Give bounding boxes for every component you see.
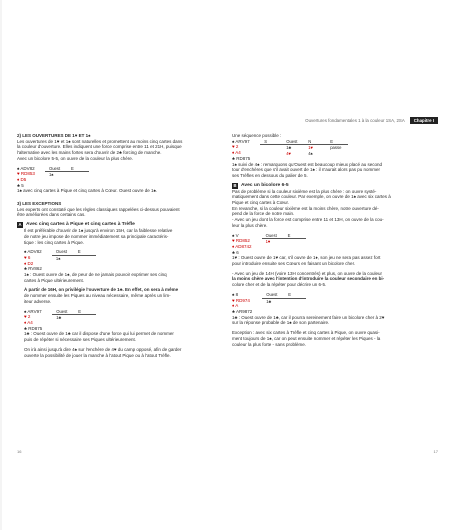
sb-line-3: Pique et cinq cartes à Cœur. bbox=[232, 200, 290, 206]
sequence-title: Une séquence possible : bbox=[232, 133, 282, 138]
subsection-b-badge: B bbox=[233, 182, 237, 188]
bid-header: Ouest bbox=[262, 233, 284, 239]
bid-cell bbox=[74, 255, 96, 261]
sb-line-4: En revanche, si la couleur sixième est la moins chère, notre ouverture dé- bbox=[232, 205, 379, 211]
right-column bbox=[232, 133, 438, 347]
bid-header: N bbox=[304, 139, 326, 145]
hand-suit-diamonds: ♦ A4 bbox=[24, 319, 33, 325]
hand-5-cards bbox=[232, 233, 252, 256]
sa-line-2: de notre jeu impose de nommer immédiatement sa principale caractéris- bbox=[24, 233, 169, 239]
bid-cell bbox=[284, 298, 306, 304]
bid-header: E bbox=[74, 249, 96, 255]
s2-line-2: la couleur d'ouverture. Elles indiquent une force comprise entre 11 et 21H, puisque bbox=[17, 144, 182, 150]
s3-line-2: être améliorées dans certains cas. bbox=[17, 212, 86, 218]
hand-suit-hearts: ♥ 2 bbox=[232, 144, 239, 150]
hand-suit-spades: ♠ ARV97 bbox=[232, 138, 250, 144]
end-line-2: ouverte la possibilité de jouer la manche à l'atout Pique ou à l'atout Trèfle. bbox=[24, 352, 171, 358]
hand-suit-diamonds: ♦ D2 bbox=[24, 260, 34, 266]
s3-line-1: Les experts ont constaté que les règles classiques rappelées ci-dessus pouvaient bbox=[17, 206, 180, 212]
hand-suit-diamonds: ♦ A bbox=[232, 303, 239, 309]
exception-line-2: ment toujours de 1♠, car on peut ensuite nommer et répéter les Piques - la bbox=[232, 335, 381, 341]
hand-suit-hearts: ♥ RD974 bbox=[232, 297, 250, 303]
hand-6-cards bbox=[232, 292, 252, 315]
bid-cell: 1♣ bbox=[286, 145, 292, 151]
hand-suit-clubs: ♣ RD875 bbox=[24, 325, 43, 331]
hand-5-line-1: 1♥ : Ouest ouvre de 1♥ car, s'il ouvre de 1♦, son jeu ne sera pas assez fort bbox=[232, 255, 381, 261]
page-gutter bbox=[0, 0, 2, 530]
bid-cell: 1♠ bbox=[48, 172, 54, 178]
page-number-right: 17 bbox=[433, 449, 438, 454]
hand-4-line-2: tour d'enchères que s'il avait ouvert de 1♠ : il n'aurait alors pas pu nommer bbox=[232, 167, 381, 173]
bid-cell bbox=[284, 239, 306, 245]
hand-suit-hearts: ♥ RD852 bbox=[232, 238, 250, 244]
hand-4-cards bbox=[232, 139, 250, 162]
running-title: Ouvertures fondamentales 1 à la couleur 1SA, 2SA bbox=[305, 118, 405, 123]
hand-suit-diamonds: ♦ A4 bbox=[232, 150, 241, 156]
hand-suit-clubs: ♣ RD875 bbox=[232, 155, 251, 161]
bid-header: E bbox=[67, 166, 89, 172]
hand-suit-clubs: ♣ RV862 bbox=[24, 266, 42, 272]
subsection-a-badge: A bbox=[18, 222, 22, 228]
page-number-left: 16 bbox=[17, 449, 22, 454]
left-column bbox=[17, 133, 223, 358]
bid-header: Ouest bbox=[45, 166, 67, 172]
bid-cell: 1♣ bbox=[266, 298, 272, 304]
sb-line-7: leur la plus chère. bbox=[232, 222, 268, 228]
sa-line-3: tique : les cinq cartes à Pique. bbox=[24, 239, 85, 245]
bid-cell bbox=[67, 172, 89, 178]
hand-4-line-3: ses Trèfles en dessous du palier de 5. bbox=[232, 172, 308, 178]
p16-line-2: de nommer ensuite les Piques au niveau nécessaire, même après un lim- bbox=[24, 293, 171, 299]
bid-header: S bbox=[260, 139, 282, 145]
h6-line-1: - Avec un jeu de 14H (voire 13H concentrés) et plus, on ouvre de la couleur bbox=[232, 270, 383, 276]
bid-cell bbox=[74, 315, 96, 321]
h6-line-2: la moins chère avec l'intention d'introduire la couleur secondaire en bi- bbox=[232, 276, 385, 282]
hand-3-cards bbox=[24, 309, 42, 332]
hand-suit-spades: ♠ ADV82 bbox=[17, 165, 35, 171]
bid-header: Ouest bbox=[282, 139, 304, 145]
bid-header: E bbox=[74, 309, 96, 315]
hand-3-line-1: 1♣ : Ouest ouvre de 1♣ car il dispose d'une force qui lui permet de nommer bbox=[24, 331, 174, 337]
bid-cell bbox=[260, 151, 282, 157]
bid-cell: 1♥ bbox=[308, 145, 314, 151]
running-header bbox=[305, 117, 438, 124]
end-line-1: On irà ainsi jusqu'à dire 4♠ sur l'enchère de 4♥ du camp opposé, afin de garder bbox=[24, 346, 182, 352]
section-3-title: 3) LES EXCEPTIONS bbox=[17, 201, 62, 207]
bid-header: E bbox=[284, 233, 306, 239]
hand-6-note-2: sur la réponse probable de 1♠ de son partenaire. bbox=[232, 320, 330, 326]
bid-cell: 1♣ bbox=[56, 315, 62, 321]
hand-4-line-1: 1♠ suivi de 4♠ : remarquons qu'Ouest est beaucoup mieux placé au second bbox=[232, 161, 382, 167]
subsection-b-title: Avec un bicolore 6-5 bbox=[241, 182, 289, 188]
bidding-table-3 bbox=[52, 309, 96, 321]
bid-header: E bbox=[326, 139, 348, 145]
bid-cell: 4♥ bbox=[286, 151, 292, 157]
bid-header: Ouest bbox=[262, 292, 284, 298]
bid-cell: passe bbox=[330, 145, 342, 151]
hand-3 bbox=[24, 309, 223, 332]
hand-suit-clubs: ♣ 6 bbox=[232, 249, 239, 255]
hand-2-line-1: 1♠ : Ouest ouvre de 1♠, de peur de ne jamais pouvoir exprimer ses cinq bbox=[24, 272, 167, 278]
bidding-table-6 bbox=[262, 292, 306, 304]
hand-suit-spades: ♠ ADV82 bbox=[24, 249, 42, 255]
hand-suit-spades: ♠ V bbox=[232, 232, 239, 238]
hand-suit-clubs: ♣ AR9872 bbox=[232, 308, 253, 314]
sb-line-2: matiquement dans cette couleur. Par exemple, on ouvre de 1♠ avec six cartes à bbox=[232, 194, 391, 200]
hand-6 bbox=[232, 292, 438, 315]
sb-line-1: Pas de problème si la couleur sixième est la plus chère : on ouvre systé- bbox=[232, 188, 377, 194]
hand-suit-hearts: ♥ RD853 bbox=[17, 171, 35, 177]
section-2-title: 2) LES OUVERTURES DE 1♥ ET 1♠ bbox=[17, 133, 91, 138]
bid-cell: 1♥ bbox=[265, 239, 271, 245]
bidding-table-4 bbox=[260, 139, 348, 157]
hand-6-note-1: 1♣ : Ouest ouvre de 1♣, car il pourra sereinement faire un bicolore cher à 2♥ bbox=[232, 314, 385, 320]
hand-2-line-2: cartes à Pique ultérieurement. bbox=[24, 277, 85, 283]
hand-suit-hearts: ♥ 6 bbox=[24, 254, 31, 260]
sb-line-5: pend de la force de notre main. bbox=[232, 211, 295, 217]
sa-line-1: Il est préférable d'ouvrir de 1♠ jusqu'à environ 15H, car la faiblesse relative bbox=[24, 228, 173, 234]
hand-suit-spades: ♠ ARV97 bbox=[24, 308, 42, 314]
s2-line-3: l'alternative avec les mains fortes sera d'ouvrir de 2♣ forcing de manche. bbox=[17, 150, 162, 156]
bid-header: E bbox=[284, 292, 306, 298]
hand-3-line-2: puis de répéter si nécessaire ses Piques ultérieurement. bbox=[24, 337, 137, 343]
p16-line-3: iteur adverse. bbox=[24, 298, 52, 304]
p16-line-1: À partir de 16H, on privilégie l'ouverture de 1♣. En effet, on sera à même bbox=[24, 287, 179, 293]
hand-suit-diamonds: ♦ AD8742 bbox=[232, 243, 252, 249]
hand-1-note: 1♠ avec cinq cartes à Pique et cinq cartes à Cœur. Ouest ouvre de 1♠. bbox=[17, 188, 158, 194]
bid-cell: 4♠ bbox=[308, 151, 313, 157]
hand-5-line-2: pour introduire ensuite ses Cœurs en faisant un bicolore cher. bbox=[232, 261, 356, 267]
bidding-table-1 bbox=[45, 166, 89, 178]
h6-line-3: colore cher et de la répéter pour décrire un 6-5. bbox=[232, 282, 327, 288]
hand-1 bbox=[17, 166, 223, 189]
hand-suit-diamonds: ♦ D5 bbox=[17, 176, 27, 182]
bidding-table-5 bbox=[262, 233, 306, 245]
exception-line-3: couleur la plus forte - sans problème. bbox=[232, 341, 307, 347]
hand-suit-clubs: ♣ 5 bbox=[17, 182, 24, 188]
chapter-badge: Chapitre I bbox=[410, 117, 438, 124]
hand-5 bbox=[232, 233, 438, 256]
hand-2-cards bbox=[24, 249, 42, 272]
bid-cell: 1♠ bbox=[55, 255, 61, 261]
hand-1-cards bbox=[17, 166, 35, 189]
hand-suit-hearts: ♥ 2 bbox=[24, 314, 31, 320]
exception-line-1: Exception : avec six cartes à Trèfle et cinq cartes à Pique, on ouvre quasi- bbox=[232, 330, 380, 336]
bid-header: Ouest bbox=[52, 249, 74, 255]
hand-suit-spades: ♠ 8 bbox=[232, 291, 239, 297]
sb-line-6: - Avec un jeu dont la force est comprise entre 11 et 13H, on ouvre de la cou- bbox=[232, 217, 384, 223]
bidding-table-2 bbox=[52, 249, 96, 261]
s2-line-4: Avec un bicolore 5-5, on ouvre de la couleur la plus chère. bbox=[17, 155, 133, 161]
bid-cell bbox=[326, 151, 348, 157]
hand-2 bbox=[24, 249, 223, 272]
bid-header: Ouest bbox=[52, 309, 74, 315]
s2-line-1: Les ouvertures de 1♥ et 1♠ sont naturelles et promettent au moins cinq cartes dans bbox=[17, 138, 183, 144]
hand-4 bbox=[232, 139, 438, 162]
subsection-a-title: Avec cinq cartes à Pique et cinq cartes à Trèfle bbox=[26, 222, 135, 228]
